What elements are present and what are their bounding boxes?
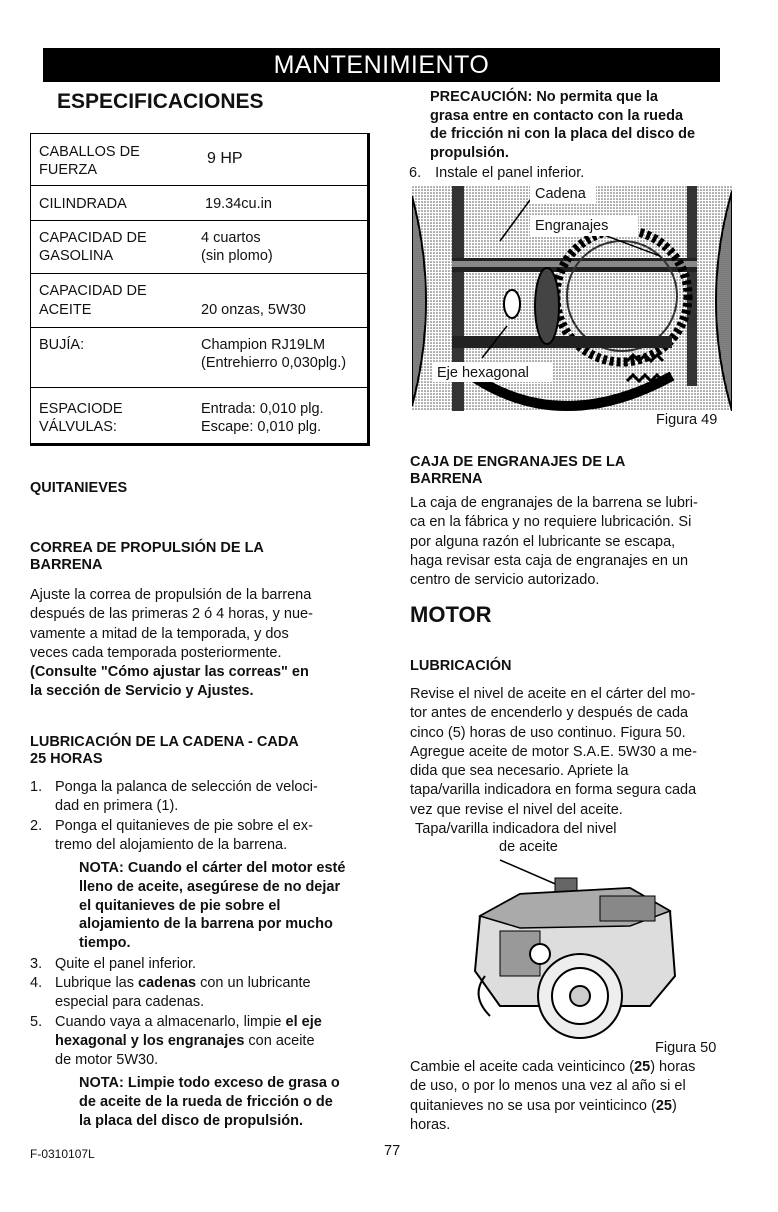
text-run: con aceite [244, 1032, 315, 1049]
text-run: 25 [634, 1059, 651, 1075]
spec-row [31, 221, 367, 274]
list-item [30, 974, 375, 1013]
figure-49-caption: Figura 49 [656, 412, 718, 428]
text-run: Cambie el aceite cada veinticinco ( [410, 1059, 635, 1075]
text-line: La caja de engranajes de la barrena se lubri- [410, 495, 698, 511]
page-number: 77 [384, 1143, 401, 1159]
text-line [55, 974, 375, 993]
spec-label: CABALLOS DE [39, 144, 140, 160]
text-line: de uso, o por lo menos una vez al año si el [410, 1078, 686, 1095]
page-title: MANTENIMIENTO [273, 51, 490, 79]
text-run: 25 [655, 1097, 672, 1114]
heading-line: BARRENA [410, 471, 483, 487]
text-line: la placa del disco de propulsión. [79, 1112, 303, 1129]
spec-row [31, 274, 367, 328]
text-line: Revise el nivel de aceite en el cárter del mo- [410, 686, 696, 702]
text-line: Agregue aceite de motor S.A.E. 5W30 a me- [410, 743, 697, 760]
text-line [55, 1032, 375, 1051]
text-line: especial para cadenas. [55, 994, 205, 1011]
specs-heading: ESPECIFICACIONES [57, 90, 264, 113]
engine-illustration [460, 856, 690, 1041]
text-line: grasa entre en contacto con la rueda [430, 107, 684, 124]
step-number: 3. [30, 955, 43, 972]
heading-line: CAJA DE ENGRANAJES DE LA [410, 454, 626, 470]
quitanieves-heading: QUITANIEVES [30, 480, 128, 496]
specs-table [30, 133, 370, 446]
text-line: dad en primera (1). [55, 798, 179, 815]
lubricacion-paragraph [410, 685, 755, 820]
list-item [30, 955, 375, 974]
spec-value: (sin plomo) [201, 248, 273, 264]
caja-paragraph [410, 494, 755, 590]
text-line: ca en la fábrica y no requiere lubricación. Si [410, 514, 692, 531]
text-line: tor antes de encenderlo y después de cada [410, 705, 689, 722]
spec-value: Champion RJ19LM [201, 337, 326, 353]
text-line: por alguna razón el lubricante se escapa, [410, 533, 676, 550]
spec-value: 19.34cu.in [205, 196, 272, 212]
text-line: haga revisar esta caja de engranajes en un [410, 552, 689, 569]
motor-heading: MOTOR [410, 602, 492, 627]
text-run: ) [671, 1097, 677, 1114]
step-number: 6. [409, 165, 422, 181]
precaucion-block [430, 88, 695, 162]
text-line: Ajuste la correa de propulsión de la barrena [30, 587, 312, 603]
text-line: alojamiento de la barrena por mucho [79, 916, 333, 933]
text-run: Lubrique las [55, 975, 139, 991]
spec-value: Entrada: 0,010 plg. [201, 401, 324, 417]
text-line: tapa/varilla indicadora en forma segura cada [410, 782, 697, 799]
text-run: Instale el panel inferior. [435, 165, 585, 181]
label-engranajes: Engranajes [535, 218, 609, 234]
text-line: propulsión. [430, 144, 509, 161]
spec-row [31, 388, 367, 444]
spec-value: 20 onzas, 5W30 [201, 302, 306, 318]
spec-value: 4 cuartos [201, 230, 261, 246]
text-line: Tapa/varilla indicadora del nivel [415, 821, 617, 837]
spec-label: VÁLVULAS: [39, 419, 117, 435]
text-line: (Consulte "Cómo ajustar las correas" en [30, 664, 309, 681]
text-line: tiempo. [79, 935, 131, 951]
text-line: Quite el panel inferior. [55, 955, 197, 972]
spec-label: GASOLINA [39, 248, 114, 264]
text-run: Cuando vaya a almacenarlo, limpie [55, 1013, 286, 1030]
text-run: hexagonal y los engranajes [55, 1032, 245, 1049]
step-number: 4. [30, 975, 43, 991]
text-line: vez que revise el nivel del aceite. [410, 801, 623, 818]
text-run: cadenas [138, 975, 197, 991]
text-line: la sección de Servicio y Ajustes. [30, 683, 254, 700]
step-number: 2. [30, 817, 43, 834]
cambie-paragraph [410, 1058, 755, 1135]
list-item [30, 817, 375, 856]
correa-paragraph [30, 586, 375, 702]
spec-row [31, 186, 367, 221]
figure-50-label [415, 820, 617, 856]
label-eje-hexagonal: Eje hexagonal [437, 365, 529, 381]
text-line: de aceite [499, 839, 558, 855]
spec-row [31, 134, 367, 186]
text-line: Ponga la palanca de selección de veloci- [55, 779, 318, 795]
spec-label: FUERZA [39, 162, 97, 178]
caja-heading [410, 454, 625, 488]
text-run: quitanieves no se usa por veinticinco ( [410, 1097, 656, 1114]
text-line: lleno de aceite, asegúrese de no dejar [79, 878, 341, 895]
spec-value: Escape: 0,010 plg. [201, 419, 322, 435]
correa-heading [30, 540, 264, 574]
text-line: de aceite de la rueda de fricción o de [79, 1094, 333, 1111]
heading-line: LUBRICACIÓN DE LA CADENA - CADA [30, 734, 299, 750]
step-number: 5. [30, 1013, 43, 1030]
figure-49 [412, 186, 732, 436]
text-line: NOTA: Limpie todo exceso de grasa o [79, 1075, 340, 1092]
spec-label: ACEITE [39, 302, 92, 318]
spec-value: 9 HP [207, 150, 243, 167]
cadena-steps [30, 778, 375, 1131]
spec-value: (Entrehierro 0,030plg.) [201, 355, 347, 371]
text-line: cinco (5) horas de uso continuo. Figura 50. [410, 724, 686, 741]
text-line: Ponga el quitanieves de pie sobre el ex- [55, 817, 313, 834]
text-line [410, 1058, 755, 1077]
step-number: 1. [30, 779, 43, 795]
text-line: el quitanieves de pie sobre el [79, 897, 281, 914]
text-line [410, 1097, 755, 1116]
heading-line: CORREA DE PROPULSIÓN DE LA [30, 540, 264, 556]
text-line: NOTA: Cuando el cárter del motor esté [79, 860, 346, 877]
spec-label: CAPACIDAD DE [39, 283, 147, 299]
figure-50-caption: Figura 50 [655, 1040, 717, 1056]
nota-cuando [30, 859, 375, 953]
text-line: vamente a mitad de la temporada, y dos [30, 625, 289, 642]
step6 [409, 164, 584, 183]
text-line: horas. [410, 1116, 451, 1133]
figure-50 [460, 856, 690, 1041]
spec-label: CILINDRADA [39, 196, 127, 212]
text-run: con un lubricante [196, 975, 311, 991]
label-cadena: Cadena [535, 186, 586, 202]
spec-row [31, 328, 367, 388]
text-line: dida que sea necesario. Apriete la [410, 763, 629, 780]
text-line: de motor 5W30. [55, 1052, 159, 1069]
list-item [30, 1013, 375, 1071]
heading-line: 25 HORAS [30, 751, 103, 767]
text-run: el eje [285, 1013, 322, 1030]
spec-label: CAPACIDAD DE [39, 230, 147, 246]
text-line: de fricción ni con la placa del disco de [430, 126, 696, 142]
text-line: veces cada temporada posteriormente. [30, 644, 282, 661]
lubricacion-heading: LUBRICACIÓN [410, 658, 512, 674]
spec-label: ESPACIODE [39, 401, 123, 417]
footer-code: F-0310107L [30, 1147, 95, 1161]
text-line [55, 1013, 375, 1032]
heading-line: BARRENA [30, 557, 103, 573]
text-line: tremo del alojamiento de la barrena. [55, 836, 288, 853]
text-line: después de las primeras 2 ó 4 horas, y nue- [30, 606, 313, 623]
page-header-bar [43, 48, 720, 82]
cadena-heading [30, 734, 299, 768]
list-item [30, 778, 375, 817]
nota-limpie [30, 1074, 375, 1130]
text-line: PRECAUCIÓN: No permita que la [430, 89, 658, 105]
spec-label: BUJÍA: [39, 337, 85, 353]
text-line: centro de servicio autorizado. [410, 572, 600, 589]
text-run: ) horas [650, 1059, 696, 1075]
